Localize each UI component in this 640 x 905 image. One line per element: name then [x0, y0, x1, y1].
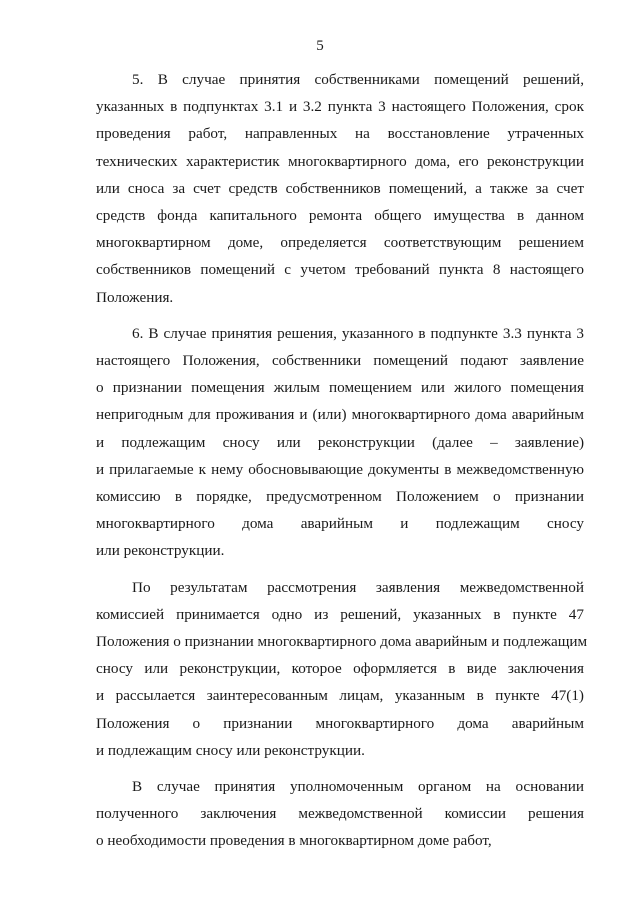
page-number: 5 [316, 38, 324, 54]
paragraph-4 [96, 773, 584, 855]
text-line: проведения работ, направленных на восстановление утраченных [96, 125, 584, 143]
text-line: средств фонда капитального ремонта общего имущества в данном [96, 207, 584, 225]
text-line: сносу или реконструкции, которое оформляется в виде заключения [96, 660, 584, 678]
paragraph-1 [96, 66, 584, 311]
paragraph-2 [96, 320, 584, 565]
text-line: По результатам рассмотрения заявления межведомственной [132, 578, 584, 596]
text-line: В случае принятия уполномоченным органом на основании [132, 778, 584, 796]
text-line: или реконструкции. [96, 542, 225, 560]
text-line: многоквартирном доме, определяется соответствующим решением [96, 234, 584, 252]
text-line: Положения о признании многоквартирного дома аварийным и подлежащим [96, 633, 588, 651]
text-line: указанных в подпунктах 3.1 и 3.2 пункта 3 настоящего Положения, срок [96, 98, 584, 116]
text-line: многоквартирного дома аварийным и подлежащим сносу [96, 515, 584, 533]
text-line: и рассылается заинтересованным лицам, указанным в пункте 47(1) [96, 687, 584, 705]
document-body [96, 66, 588, 860]
text-line: технических характеристик многоквартирного дома, его реконструкции [96, 152, 584, 170]
text-line: полученного заключения межведомственной комиссии решения [96, 805, 584, 823]
text-line: собственников помещений с учетом требований пункта 8 настоящего [96, 261, 584, 279]
text-line: и подлежащим сносу или реконструкции (далее – заявление) [96, 433, 584, 451]
text-line: о признании помещения жилым помещением или жилого помещения [96, 379, 584, 397]
text-line: или сноса за счет средств собственников помещений, а также за счет [96, 179, 584, 197]
text-line: Положения. [96, 288, 174, 306]
text-line: о необходимости проведения в многоквартирном доме работ, [96, 832, 492, 850]
text-line: и подлежащим сносу или реконструкции. [96, 741, 365, 759]
text-line: настоящего Положения, собственники помещений подают заявление [96, 352, 584, 370]
text-line: комиссию в порядке, предусмотренном Положением о признании [96, 488, 584, 506]
text-line: и прилагаемые к нему обосновывающие документы в межведомственную [96, 460, 584, 478]
text-line: 6. В случае принятия решения, указанного в подпункте 3.3 пункта 3 [132, 324, 584, 342]
paragraph-3 [96, 574, 588, 764]
text-line: 5. В случае принятия собственниками помещений решений, [132, 71, 584, 88]
text-line: Положения о признании многоквартирного дома аварийным [96, 714, 584, 732]
text-line: комиссией принимается одно из решений, указанных в пункте 47 [96, 605, 584, 623]
text-line: непригодным для проживания и (или) многоквартирного дома аварийным [96, 406, 584, 424]
